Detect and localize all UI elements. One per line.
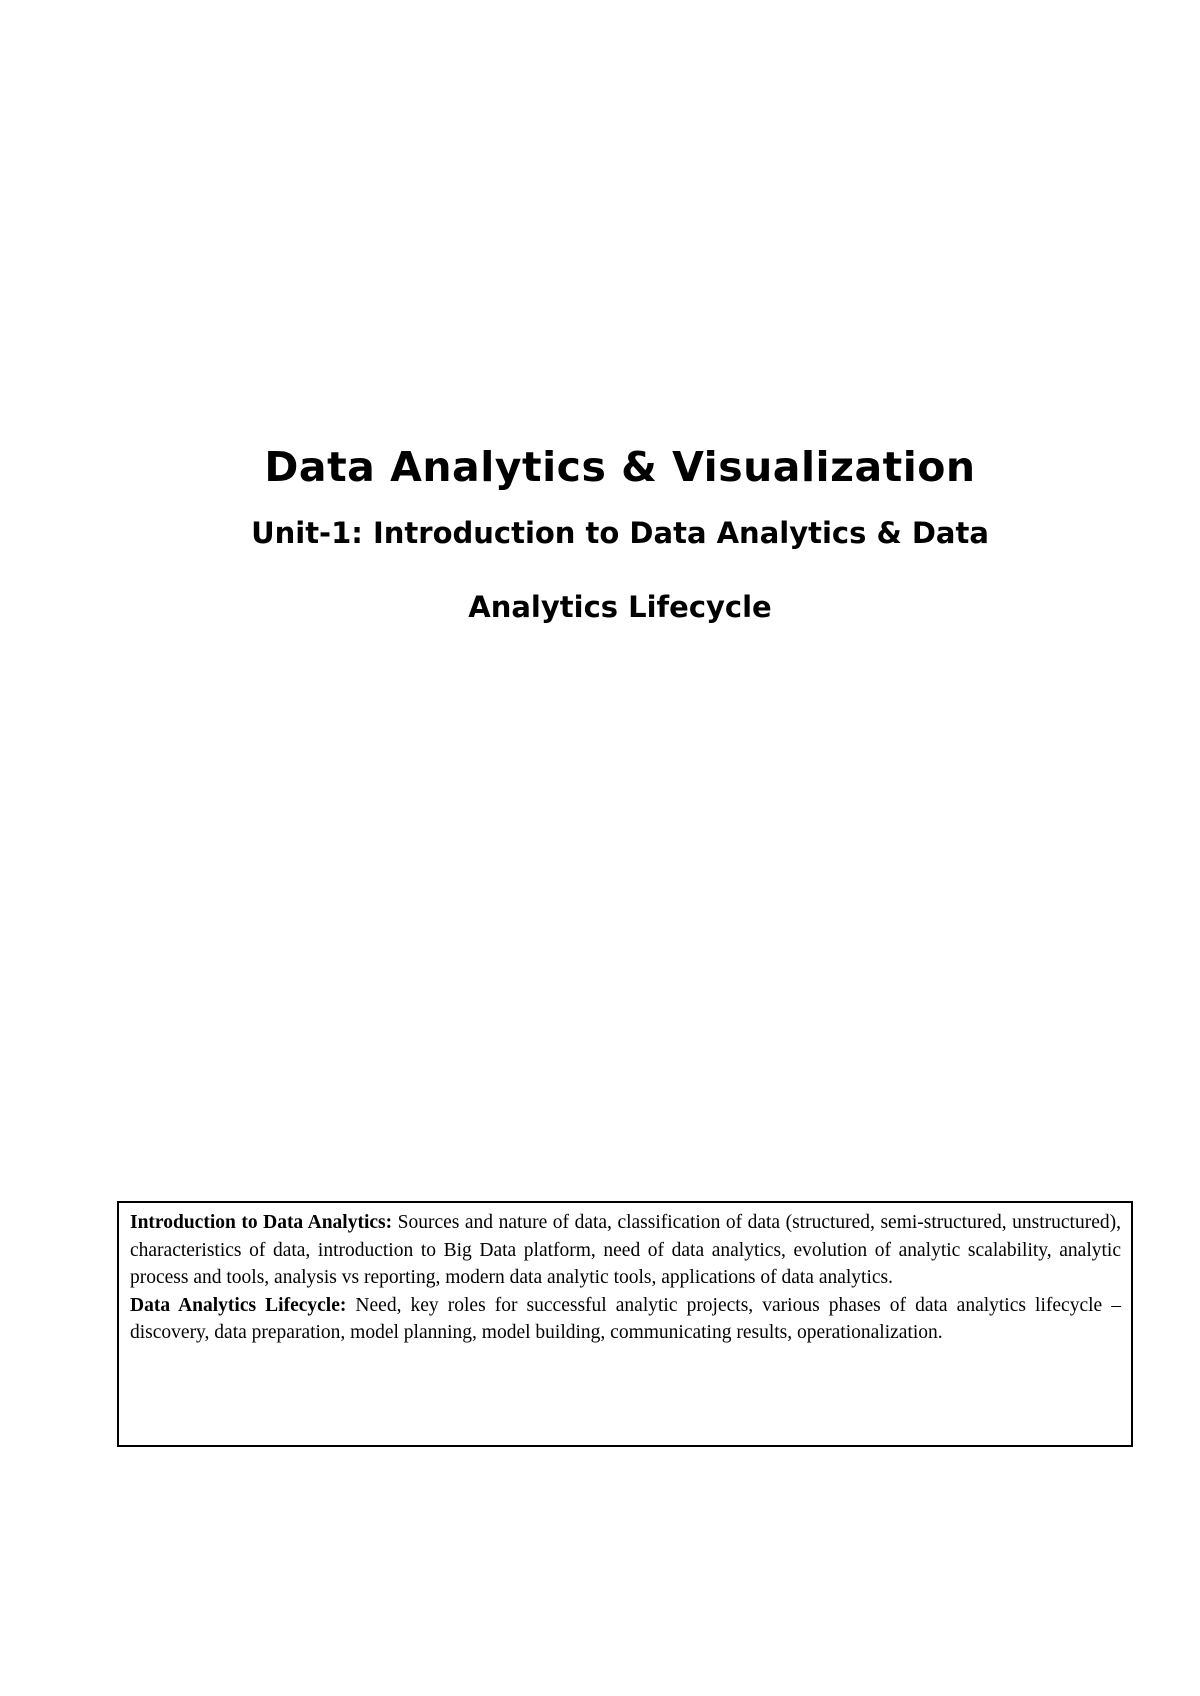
syllabus-text-intro: Sources and nature of data, classification of data (structured, semi-structured, unstructured), characteristics of data, introduction to Big Data platform, need of data analytics, evolution of analytic scalability, analytic process and tools, analysis vs reporting, modern data analytic tools, applications of data analytics. <box>130 1212 1121 1288</box>
syllabus-text-lifecycle: Need, key roles for successful analytic projects, various phases of data analytics lifecycle – discovery, data preparation, model planning, model building, communicating results, operationalization. <box>130 1294 1121 1343</box>
unit-heading <box>0 513 1200 627</box>
syllabus-paragraph-intro <box>130 1209 1121 1292</box>
unit-heading-line-1: Unit-1: Introduction to Data Analytics & Data <box>251 516 989 550</box>
document-title: Data Analytics & Visualization <box>264 443 976 491</box>
syllabus-paragraph-lifecycle <box>130 1292 1121 1347</box>
unit-heading-line-2: Analytics Lifecycle <box>468 590 772 624</box>
title-block <box>0 440 1200 627</box>
syllabus-box <box>117 1201 1133 1447</box>
syllabus-heading-intro: Introduction to Data Analytics: <box>130 1212 393 1233</box>
syllabus-heading-lifecycle: Data Analytics Lifecycle: <box>130 1294 347 1316</box>
